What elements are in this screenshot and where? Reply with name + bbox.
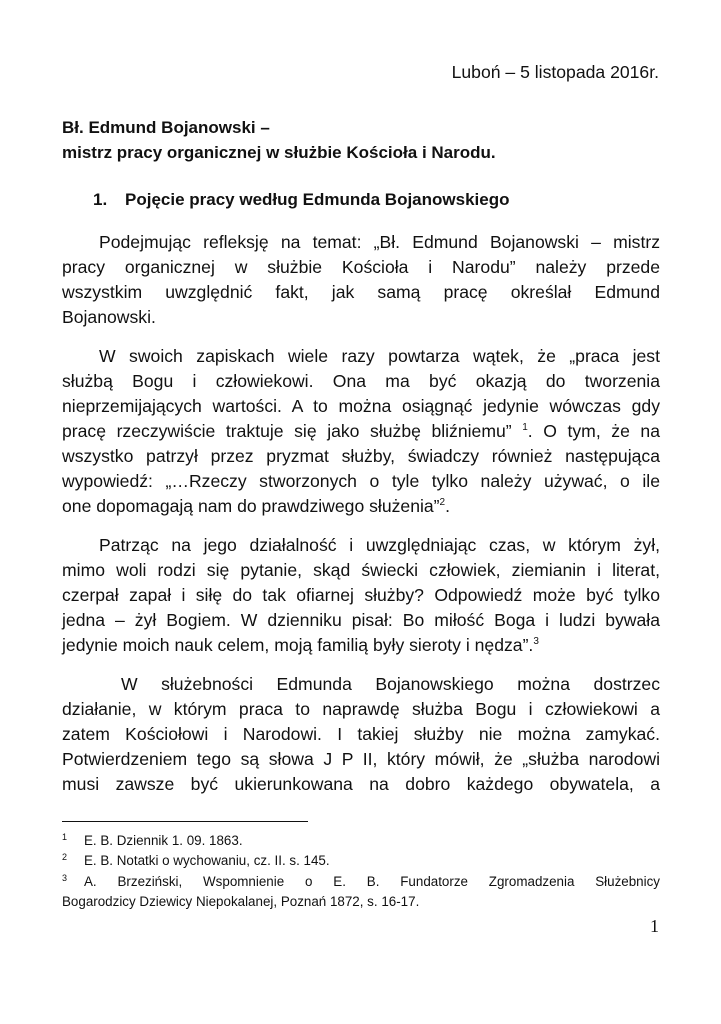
paragraph-line bbox=[62, 635, 660, 656]
paragraph-line: działanie, w którym praca to naprawdę służba Bogu i człowiekowi a bbox=[62, 699, 660, 719]
paragraph-line: wszystkim uwzględnić fakt, jak samą pracę określał Edmund bbox=[62, 282, 660, 302]
paragraph-line: zatem Kościołowi i Narodowi. I takiej służby nie można zamykać. bbox=[62, 724, 660, 744]
paragraph-line: jedna – żył Bogiem. W dzienniku pisał: Bo miłość Boga i ludzi bywała bbox=[62, 610, 660, 630]
page-number: 1 bbox=[650, 916, 659, 936]
paragraph-text: one dopomagają nam do prawdziwego służenia” bbox=[62, 496, 440, 516]
footnote-1: 1 E. B. Dziennik 1. 09. 1863. bbox=[62, 831, 243, 848]
paragraph-text: . O tym, że na bbox=[527, 421, 660, 441]
paragraph-line: czerpał zapał i siłę do tak ofiarnej służby? Odpowiedź może być tylko bbox=[62, 585, 660, 605]
paragraph-line: służbą Bogu i człowiekowi. Ona ma być okazją do tworzenia bbox=[62, 371, 660, 391]
document-date: Luboń – 5 listopada 2016r. bbox=[451, 62, 659, 82]
paragraph-line: pracy organicznej w służbie Kościoła i Narodu” należy przede bbox=[62, 257, 660, 277]
section-number: 1. bbox=[93, 190, 108, 209]
paragraph-line: Potwierdzeniem tego są słowa J P II, który mówił, że „służba narodowi bbox=[62, 749, 660, 769]
footnote-ref-3: 3 bbox=[533, 636, 539, 648]
paragraph-line bbox=[62, 496, 660, 517]
paragraph-line: Podejmując refleksję na temat: „Bł. Edmund Bojanowski – mistrz bbox=[99, 232, 660, 252]
paragraph-line: W służebności Edmunda Bojanowskiego można dostrzec bbox=[121, 674, 660, 694]
section-title: Pojęcie pracy według Edmunda Bojanowskiego bbox=[125, 190, 510, 209]
footnote-text: E. B. Dziennik 1. 09. 1863. bbox=[84, 833, 243, 848]
footnote-2: 2 E. B. Notatki o wychowaniu, cz. II. s. 145. bbox=[62, 851, 330, 868]
footnote-text: E. B. Notatki o wychowaniu, cz. II. s. 145. bbox=[84, 853, 330, 868]
document-title-line-1: Bł. Edmund Bojanowski – bbox=[62, 118, 270, 137]
paragraph-line: Bojanowski. bbox=[62, 307, 156, 327]
paragraph-line bbox=[62, 421, 660, 442]
document-title-line-2: mistrz pracy organicznej w służbie Kościoła i Narodu. bbox=[62, 143, 496, 162]
footnote-3: 3 A. Brzeziński, Wspomnienie o E. B. Fundatorze Zgromadzenia Służebnicy bbox=[62, 872, 660, 889]
paragraph-text: pracę rzeczywiście traktuje się jako służbę bliźniemu” bbox=[62, 421, 512, 441]
footnote-text: A. Brzeziński, Wspomnienie o E. B. Fundatorze Zgromadzenia Służebnicy bbox=[84, 874, 660, 889]
paragraph-text: . bbox=[445, 496, 450, 516]
paragraph-line: mimo woli rodzi się pytanie, skąd świecki człowiek, ziemianin i literat, bbox=[62, 560, 660, 580]
footnote-separator bbox=[62, 821, 308, 822]
paragraph-line: W swoich zapiskach wiele razy powtarza wątek, że „praca jest bbox=[99, 346, 660, 366]
paragraph-line: wypowiedź: „…Rzeczy stworzonych o tyle tylko należy używać, o ile bbox=[62, 471, 660, 491]
footnote-3-continuation: Bogarodzicy Dziewicy Niepokalanej, Poznań 1872, s. 16-17. bbox=[62, 894, 420, 909]
paragraph-text: jedynie moich nauk celem, moją familią były sieroty i nędza”. bbox=[62, 635, 534, 655]
paragraph-line: Patrząc na jego działalność i uwzględniając czas, w którym żył, bbox=[99, 535, 660, 555]
footnote-ref-1: 1 bbox=[522, 422, 528, 434]
footnote-ref-2: 2 bbox=[439, 497, 446, 509]
paragraph-line: nieprzemijających wartości. A to można osiągnąć jedynie wówczas gdy bbox=[62, 396, 660, 416]
paragraph-line: musi zawsze być ukierunkowana na dobro każdego obywatela, a bbox=[62, 774, 660, 794]
paragraph-line: wszystko patrzył przez pryzmat służby, świadczy również następująca bbox=[62, 446, 660, 466]
